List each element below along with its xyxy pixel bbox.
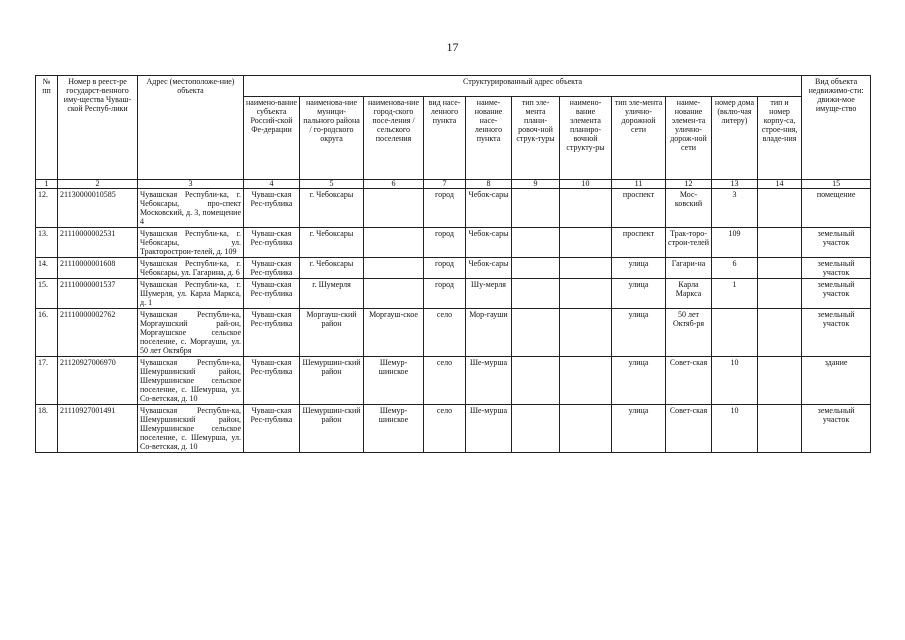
locality-name-cell: Ше-мурша — [466, 405, 512, 453]
object-address: Чувашская Республи-ка, г. Чебоксары, про-спект Московский, д. 3, помещение 4 — [138, 189, 244, 228]
building-number-cell — [758, 309, 802, 357]
registry-number: 21110000002762 — [58, 309, 138, 357]
object-address: Чувашская Республи-ка, Шемуршинский район, Шемуршинское сельское поселение, с. Шемурша, ул. Со-ветская, д. 10 — [138, 405, 244, 453]
building-number-cell — [758, 279, 802, 309]
municipal-district-cell: Моргауш-ский район — [300, 309, 364, 357]
column-number: 10 — [560, 180, 612, 189]
registry-number: 21120927006970 — [58, 357, 138, 405]
column-number: 2 — [58, 180, 138, 189]
street-name-cell: Совет-ская — [666, 357, 712, 405]
column-number: 11 — [612, 180, 666, 189]
planning-element-name-cell — [560, 228, 612, 258]
locality-name-cell: Чебок-сары — [466, 228, 512, 258]
column-number: 14 — [758, 180, 802, 189]
column-number: 3 — [138, 180, 244, 189]
street-name-cell: Карла Маркса — [666, 279, 712, 309]
street-name-cell: Трак-торо-строи-телей — [666, 228, 712, 258]
municipal-district-cell: Шемуршин-ский район — [300, 357, 364, 405]
row-number: 13. — [36, 228, 58, 258]
table-row — [36, 189, 871, 228]
row-number: 18. — [36, 405, 58, 453]
subject-cell: Чуваш-ская Рес-публика — [244, 405, 300, 453]
planning-element-type-cell — [512, 309, 560, 357]
registry-number: 21130000010585 — [58, 189, 138, 228]
column-number: 12 — [666, 180, 712, 189]
settlement-cell: Шемур-шинское — [364, 405, 424, 453]
subject-cell: Чуваш-ская Рес-публика — [244, 189, 300, 228]
building-number-cell — [758, 357, 802, 405]
row-number: 14. — [36, 258, 58, 279]
column-number: 15 — [802, 180, 871, 189]
row-number: 17. — [36, 357, 58, 405]
house-number-cell: 10 — [712, 357, 758, 405]
header-locality-type: вид насе-ленного пункта — [424, 97, 466, 180]
municipal-district-cell: г. Шумерля — [300, 279, 364, 309]
table-row — [36, 357, 871, 405]
building-number-cell — [758, 189, 802, 228]
street-name-cell: 50 лет Октяб-ря — [666, 309, 712, 357]
subject-cell: Чуваш-ская Рес-публика — [244, 357, 300, 405]
house-number-cell: 10 — [712, 405, 758, 453]
table-row — [36, 405, 871, 453]
header-house-number: номер дома (вклю-чая литеру) — [712, 97, 758, 180]
row-number: 12. — [36, 189, 58, 228]
locality-type-cell: город — [424, 258, 466, 279]
object-address: Чувашская Республи-ка, г. Чебоксары, ул. Гагарина, д. 6 — [138, 258, 244, 279]
house-number-cell: 6 — [712, 258, 758, 279]
header-street-type: тип эле-мента улично-дорожной сети — [612, 97, 666, 180]
registry-number: 21110000001537 — [58, 279, 138, 309]
table-row — [36, 279, 871, 309]
locality-name-cell: Чебок-сары — [466, 258, 512, 279]
settlement-cell — [364, 189, 424, 228]
building-number-cell — [758, 405, 802, 453]
table-row — [36, 309, 871, 357]
object-kind-cell: земельный участок — [802, 405, 871, 453]
building-number-cell — [758, 228, 802, 258]
header-locality-name: наиме-нование насе-ленного пункта — [466, 97, 512, 180]
column-number: 9 — [512, 180, 560, 189]
object-kind-cell: земельный участок — [802, 309, 871, 357]
settlement-cell — [364, 279, 424, 309]
header-registry-number: Номер в реест-ре государст-венного иму-щества Чуваш-ской Респуб-лики — [58, 76, 138, 180]
subject-cell: Чуваш-ская Рес-публика — [244, 309, 300, 357]
street-type-cell: улица — [612, 357, 666, 405]
street-type-cell: улица — [612, 309, 666, 357]
page-number: 17 — [446, 40, 459, 54]
street-type-cell: улица — [612, 405, 666, 453]
locality-type-cell: село — [424, 405, 466, 453]
planning-element-name-cell — [560, 405, 612, 453]
municipal-district-cell: г. Чебоксары — [300, 228, 364, 258]
locality-type-cell: село — [424, 309, 466, 357]
registry-number: 21110000001608 — [58, 258, 138, 279]
street-type-cell: проспект — [612, 189, 666, 228]
house-number-cell: 3 — [712, 189, 758, 228]
object-kind-cell: земельный участок — [802, 258, 871, 279]
row-number: 15. — [36, 279, 58, 309]
column-number: 8 — [466, 180, 512, 189]
object-address: Чувашская Республи-ка, Шемуршинский район, Шемуршинское сельское поселение, с. Шемурша, ул. Со-ветская, д. 10 — [138, 357, 244, 405]
registry-number: 21110927001491 — [58, 405, 138, 453]
street-name-cell: Совет-ская — [666, 405, 712, 453]
locality-type-cell: город — [424, 189, 466, 228]
settlement-cell: Шемур-шинское — [364, 357, 424, 405]
settlement-cell: Моргауш-ское — [364, 309, 424, 357]
municipal-district-cell: г. Чебоксары — [300, 189, 364, 228]
planning-element-type-cell — [512, 228, 560, 258]
table-row — [36, 228, 871, 258]
planning-element-name-cell — [560, 189, 612, 228]
building-number-cell — [758, 258, 802, 279]
planning-element-type-cell — [512, 357, 560, 405]
object-address: Чувашская Республи-ка, г. Чебоксары, ул. Тракторострои-телей, д. 109 — [138, 228, 244, 258]
planning-element-name-cell — [560, 309, 612, 357]
house-number-cell — [712, 309, 758, 357]
row-number: 16. — [36, 309, 58, 357]
locality-type-cell: город — [424, 228, 466, 258]
header-subject: наимено-вание субъекта Россий-ской Фе-дерации — [244, 97, 300, 180]
locality-type-cell: город — [424, 279, 466, 309]
street-name-cell: Гагари-на — [666, 258, 712, 279]
locality-name-cell: Шу-мерля — [466, 279, 512, 309]
planning-element-type-cell — [512, 258, 560, 279]
column-number: 6 — [364, 180, 424, 189]
municipal-district-cell: г. Чебоксары — [300, 258, 364, 279]
object-kind-cell: земельный участок — [802, 279, 871, 309]
column-number: 13 — [712, 180, 758, 189]
registry-number: 21110000002531 — [58, 228, 138, 258]
street-type-cell: улица — [612, 258, 666, 279]
settlement-cell — [364, 258, 424, 279]
column-number: 5 — [300, 180, 364, 189]
property-register-table — [35, 75, 871, 453]
street-type-cell: проспект — [612, 228, 666, 258]
header-structured-address: Структурированный адрес объекта — [244, 76, 802, 97]
object-address: Чувашская Республи-ка, г. Шумерля, ул. Карла Маркса, д. 1 — [138, 279, 244, 309]
column-number: 7 — [424, 180, 466, 189]
header-street-name: наиме-нование элемен-та улично-дорож-ной сети — [666, 97, 712, 180]
municipal-district-cell: Шемуршин-ский район — [300, 405, 364, 453]
subject-cell: Чуваш-ская Рес-публика — [244, 228, 300, 258]
street-type-cell: улица — [612, 279, 666, 309]
header-planning-element-type: тип эле-мента плани-ровоч-ной струк-туры — [512, 97, 560, 180]
street-name-cell: Мос-ковский — [666, 189, 712, 228]
planning-element-type-cell — [512, 279, 560, 309]
locality-name-cell: Мор-гауши — [466, 309, 512, 357]
column-number: 4 — [244, 180, 300, 189]
header-address: Адрес (местоположе-ние) объекта — [138, 76, 244, 180]
object-address: Чувашская Республи-ка, Моргаушский рай-он, Моргаушское сельское поселение, с. Моргауши, ул. 50 лет Октября — [138, 309, 244, 357]
header-num: № пп — [36, 76, 58, 180]
locality-name-cell: Чебок-сары — [466, 189, 512, 228]
planning-element-name-cell — [560, 258, 612, 279]
house-number-cell: 1 — [712, 279, 758, 309]
subject-cell: Чуваш-ская Рес-публика — [244, 279, 300, 309]
header-municipal-district: наименова-ние муници-пального района / го-родского округа — [300, 97, 364, 180]
settlement-cell — [364, 228, 424, 258]
header-object-kind: Вид объекта недвижимо-сти: движи-мое имуще-ство — [802, 76, 871, 180]
object-kind-cell: земельный участок — [802, 228, 871, 258]
object-kind-cell: помещение — [802, 189, 871, 228]
header-planning-element-name: наимено-вание элемента планиро-вочной структу-ры — [560, 97, 612, 180]
table-row — [36, 258, 871, 279]
locality-type-cell: село — [424, 357, 466, 405]
header-building-number: тип и номер корпу-са, строе-ния, владе-ния — [758, 97, 802, 180]
planning-element-name-cell — [560, 279, 612, 309]
column-number-row — [36, 180, 871, 189]
header-settlement: наименова-ние город-ского посе-ления / сельского поселения — [364, 97, 424, 180]
column-number: 1 — [36, 180, 58, 189]
subject-cell: Чуваш-ская Рес-публика — [244, 258, 300, 279]
planning-element-type-cell — [512, 405, 560, 453]
locality-name-cell: Ше-мурша — [466, 357, 512, 405]
house-number-cell: 109 — [712, 228, 758, 258]
planning-element-type-cell — [512, 189, 560, 228]
object-kind-cell: здание — [802, 357, 871, 405]
planning-element-name-cell — [560, 357, 612, 405]
